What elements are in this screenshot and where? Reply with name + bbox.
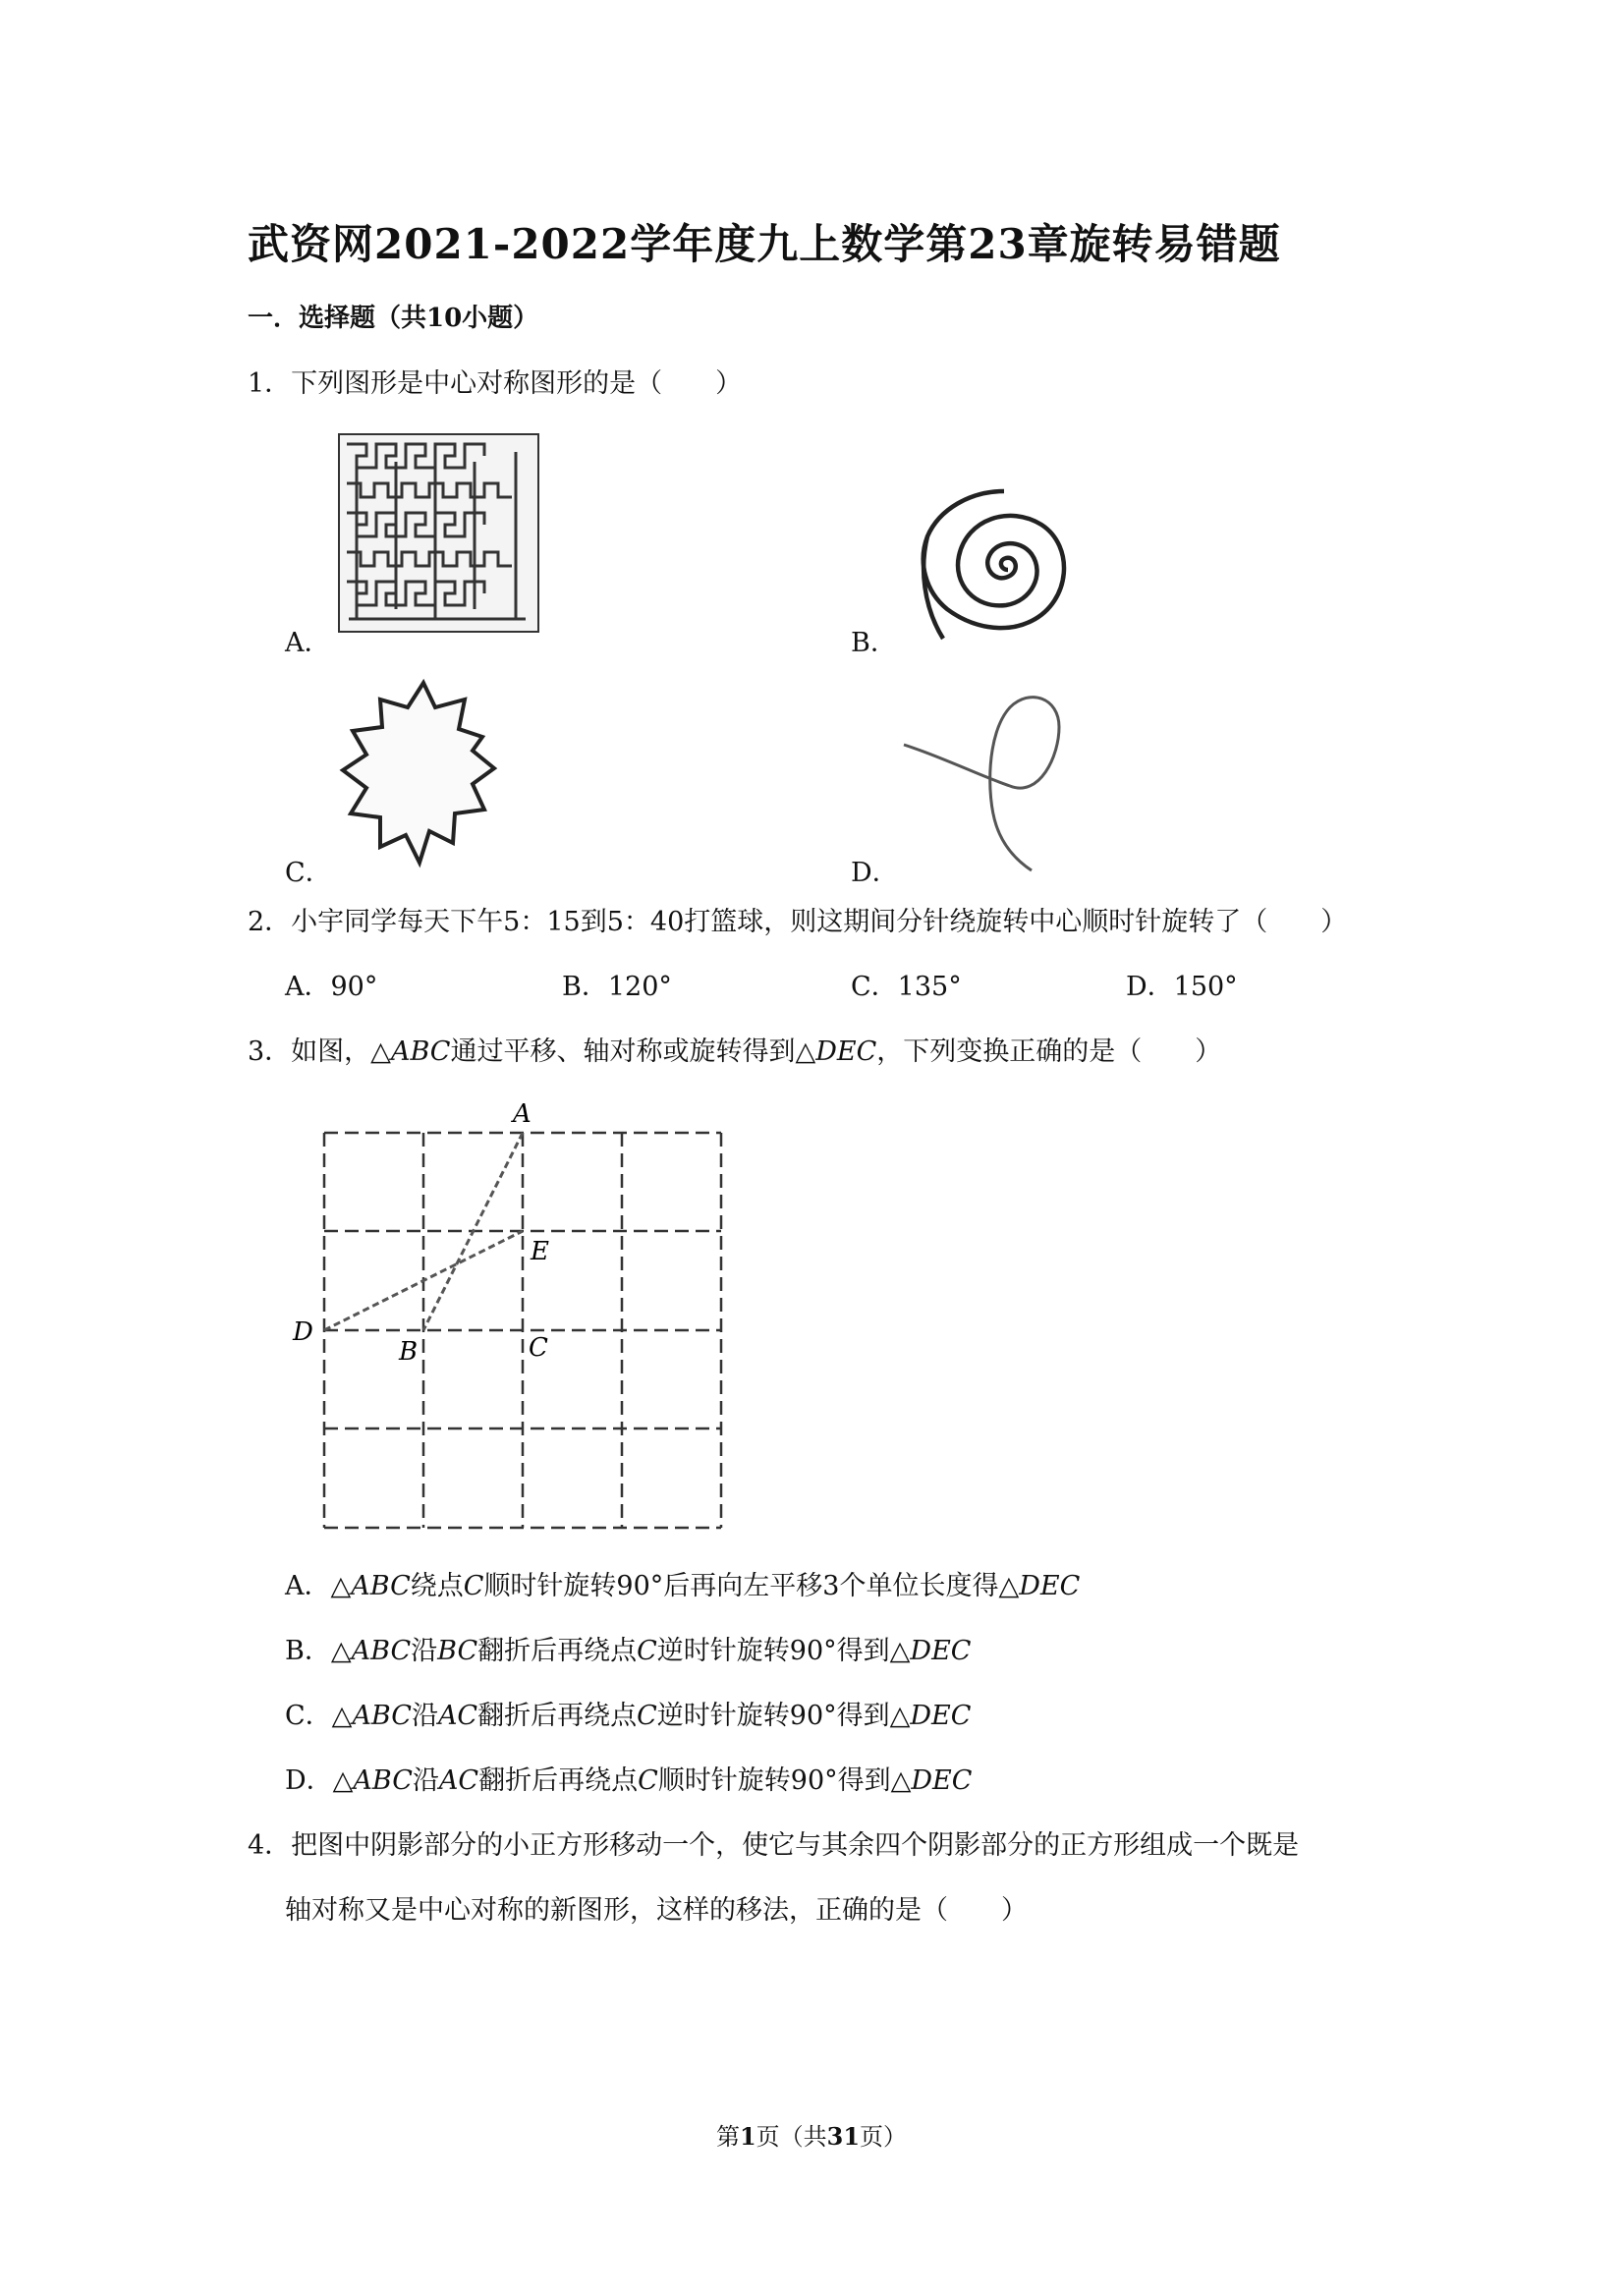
- label-point-a: A: [513, 1099, 532, 1129]
- q3-option-b: B．△ABC沿BC翻折后再绕点C逆时针旋转90°得到△DEC: [285, 1636, 972, 1666]
- question-1-stem: 1．下列图形是中心对称图形的是（ ）: [248, 368, 743, 399]
- question-2-stem: 2．小宇同学每天下午5：15到5：40打篮球，则这期间分针绕旋转中心顺时针旋转了（ ）: [248, 907, 1348, 937]
- label-point-c: C: [529, 1333, 548, 1363]
- question-4-stem-line1: 4．把图中阴影部分的小正方形移动一个，使它与其余四个阴影部分的正方形组成一个既是: [248, 1830, 1300, 1861]
- q1-option-c-label: C．: [285, 858, 332, 888]
- spiral-figure: [902, 479, 1098, 646]
- maze-pattern-figure: [337, 432, 540, 634]
- q2-option-b: B．120°: [562, 972, 672, 1002]
- q3-option-c: C．△ABC沿AC翻折后再绕点C逆时针旋转90°得到△DEC: [285, 1701, 972, 1731]
- q1-option-d-label: D．: [851, 858, 899, 888]
- label-point-e: E: [531, 1237, 549, 1266]
- looped-curve-figure: [902, 688, 1079, 874]
- page-title: 武资网2021-2022学年度九上数学第23章旋转易错题: [248, 220, 1281, 268]
- q1-option-a-label: A．: [285, 628, 331, 658]
- label-point-b: B: [399, 1337, 419, 1367]
- question-3-stem: 3．如图，△ABC通过平移、轴对称或旋转得到△DEC，下列变换正确的是（ ）: [248, 1036, 1222, 1067]
- q2-option-a: A．90°: [285, 972, 378, 1002]
- q3-option-a: A．△ABC绕点C顺时针旋转90°后再向左平移3个单位长度得△DEC: [285, 1571, 1081, 1601]
- grid-triangle-figure: [285, 1091, 737, 1538]
- snowflake-figure: [337, 678, 509, 869]
- question-4-stem-line2: 轴对称又是中心对称的新图形，这样的移法，正确的是（ ）: [285, 1895, 1028, 1926]
- q1-option-b-label: B．: [851, 628, 897, 658]
- page-footer: 第1页（共31页）: [715, 2122, 908, 2151]
- q2-option-d: D．150°: [1126, 972, 1238, 1002]
- label-point-d: D: [293, 1317, 313, 1347]
- q3-option-d: D．△ABC沿AC翻折后再绕点C顺时针旋转90°得到△DEC: [285, 1765, 973, 1796]
- q2-option-c: C．135°: [851, 972, 962, 1002]
- section-heading: 一．选择题（共10小题）: [248, 304, 539, 333]
